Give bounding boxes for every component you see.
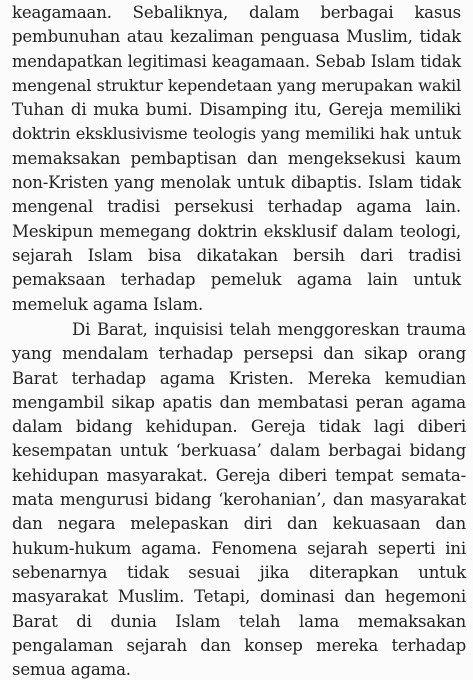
paragraph-2 bbox=[12, 318, 466, 680]
text-line: Tuhan di muka bumi. Disamping itu, Gereja memiliki bbox=[12, 100, 461, 120]
text-line: Barat di dunia Islam telah lama memaksakan bbox=[12, 611, 466, 631]
text-line: hukum-hukum agama. Fenomena sejarah seperti ini bbox=[12, 538, 466, 558]
text-line: semua agama. bbox=[12, 660, 131, 680]
text-line: memeluk agama Islam. bbox=[12, 294, 204, 314]
text-line: dan negara melepaskan diri dan kekuasaan dan bbox=[12, 514, 466, 534]
text-line: mengenal tradisi persekusi terhadap agama lain. bbox=[12, 197, 461, 217]
text-line: memaksakan pembaptisan dan mengeksekusi kaum bbox=[12, 148, 461, 168]
text-line: Di Barat, inquisisi telah menggoreskan trauma bbox=[72, 320, 466, 339]
text-line: dalam bidang kehidupan. Gereja tidak lagi diberi bbox=[12, 417, 466, 437]
text-line: doktrin eksklusivisme teologis yang memiliki hak untuk bbox=[12, 124, 461, 144]
text-line: yang mendalam terhadap persepsi dan sikap orang bbox=[12, 344, 466, 364]
text-line: mengenal struktur kependetaan yang merupakan wakil bbox=[12, 75, 461, 95]
text-line: pengalaman sejarah dan konsep mereka terhadap bbox=[12, 635, 466, 655]
text-line: keagamaan. Sebaliknya, dalam berbagai kasus bbox=[12, 3, 461, 22]
text-line: mendapatkan legitimasi keagamaan. Sebab Islam tidak bbox=[12, 51, 461, 71]
text-line: non-Kristen yang menolak untuk dibaptis. Islam tidak bbox=[12, 173, 461, 193]
text-line: kehidupan masyarakat. Gereja diberi tempat semata- bbox=[12, 465, 466, 485]
text-line: masyarakat Muslim. Tetapi, dominasi dan hegemoni bbox=[12, 587, 466, 607]
text-line: pemaksaan terhadap pemeluk agama lain untuk bbox=[12, 270, 461, 290]
text-line: pembunuhan atau kezaliman penguasa Muslim, tidak bbox=[12, 27, 461, 47]
text-line: kesempatan untuk ‘berkuasa’ dalam berbagai bidang bbox=[12, 441, 466, 461]
text-line: mata mengurusi bidang ‘kerohanian’, dan masyarakat bbox=[12, 490, 466, 510]
text-line: mengambil sikap apatis dan membatasi peran agama bbox=[12, 392, 466, 412]
text-line: sebenarnya tidak sesuai jika diterapkan untuk bbox=[12, 562, 466, 582]
paragraph-1 bbox=[12, 1, 461, 317]
text-line: Barat terhadap agama Kristen. Mereka kemudian bbox=[12, 368, 466, 388]
text-line: sejarah Islam bisa dikatakan bersih dari tradisi bbox=[12, 245, 461, 265]
text-line: Meskipun memegang doktrin eksklusif dalam teologi, bbox=[12, 221, 461, 241]
